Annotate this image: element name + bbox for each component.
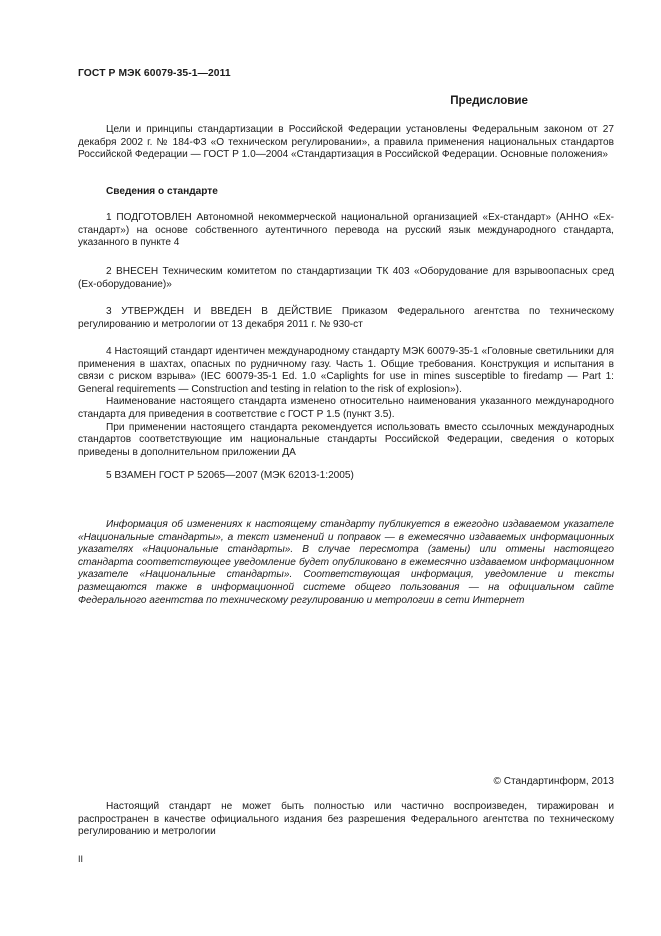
intro-block <box>78 124 614 162</box>
item-1 <box>78 212 614 250</box>
subheading: Сведения о стандарте <box>106 186 218 197</box>
document-header: ГОСТ Р МЭК 60079-35-1—2011 <box>78 68 231 79</box>
document-page <box>78 0 614 936</box>
info-paragraph: Информация об изменениях к настоящему стандарту публикуется в ежегодно издаваемом указателе «Национальные стандарты», а текст изменений и поправок — в ежемесячно издаваемых информационных указателях «Национальные стандарты». В случае пересмотра (замены) или отмены настоящего стандарта соответствующее уведомление будет опубликовано в ежемесячно издаваемом информационном указателе «Национальные стандарты». Соответствующая информация, уведомление и тексты размещаются также в информационной системе общего пользования — на официальном сайте Федерального агентства по техническому регулированию и метрологии в сети Интернет <box>78 519 614 606</box>
item-5-text: 5 ВЗАМЕН ГОСТ Р 52065—2007 (МЭК 62013-1:2005) <box>106 470 354 481</box>
info-block <box>78 519 614 607</box>
subheading-block <box>78 186 614 199</box>
item-1-text: 1 ПОДГОТОВЛЕН Автономной некоммерческой национальной организацией «Ех-стандарт» (АННО «Ех-стандарт») на основе собственного аутентичного перевода на русский язык международного стандарта, указанного в пункте 4 <box>78 212 614 249</box>
page-title: Предисловие <box>450 94 528 107</box>
item-3 <box>78 306 614 331</box>
item-4 <box>78 346 614 459</box>
item-5 <box>78 470 614 483</box>
item-4-text: 4 Настоящий стандарт идентичен международному стандарту МЭК 60079-35-1 «Головные светильники для применения в шахтах, опасных по рудничному газу. Часть 1. Общие требования. Конструкция и испытания в связи с риском взрыва» (IEC 60079-35-1 Ed. 1.0 «Caplights for use in mines susceptible to firedamp — Part 1: General requirements — Construction and testing in relation to the risk of explosion»). <box>78 346 614 395</box>
item-3-text: 3 УТВЕРЖДЕН И ВВЕДЕН В ДЕЙСТВИЕ Приказом Федерального агентства по техническому регулированию и метрологии от 13 декабря 2011 г. № 930-ст <box>78 306 614 330</box>
item-2-text: 2 ВНЕСЕН Техническим комитетом по стандартизации ТК 403 «Оборудование для взрывоопасных сред (Ех-оборудование)» <box>78 266 614 290</box>
notice-block <box>78 801 614 839</box>
item-4-rename-text: Наименование настоящего стандарта изменено относительно наименования указанного международного стандарта для приведения в соответствие с ГОСТ Р 1.5 (пункт 3.5). <box>78 396 614 420</box>
intro-paragraph: Цели и принципы стандартизации в Российской Федерации установлены Федеральным законом от 27 декабря 2002 г. № 184-ФЗ «О техническом регулировании», а правила применения национальных стандартов Российской Федерации — ГОСТ Р 1.0—2004 «Стандартизация в Российской Федерации. Основные положения» <box>78 124 614 161</box>
notice-paragraph: Настоящий стандарт не может быть полностью или частично воспроизведен, тиражирован и распространен в качестве официального издания без разрешения Федерального агентства по техническому регулированию и метрологии <box>78 801 614 838</box>
item-4-reference-text: При применении настоящего стандарта рекомендуется использовать вместо ссылочных международных стандартов соответствующие им национальные стандарты Российской Федерации, сведения о которых приведены в дополнительном приложении ДА <box>78 421 614 458</box>
copyright: © Стандартинформ, 2013 <box>493 776 614 787</box>
item-2 <box>78 266 614 291</box>
page-number: II <box>78 854 84 864</box>
